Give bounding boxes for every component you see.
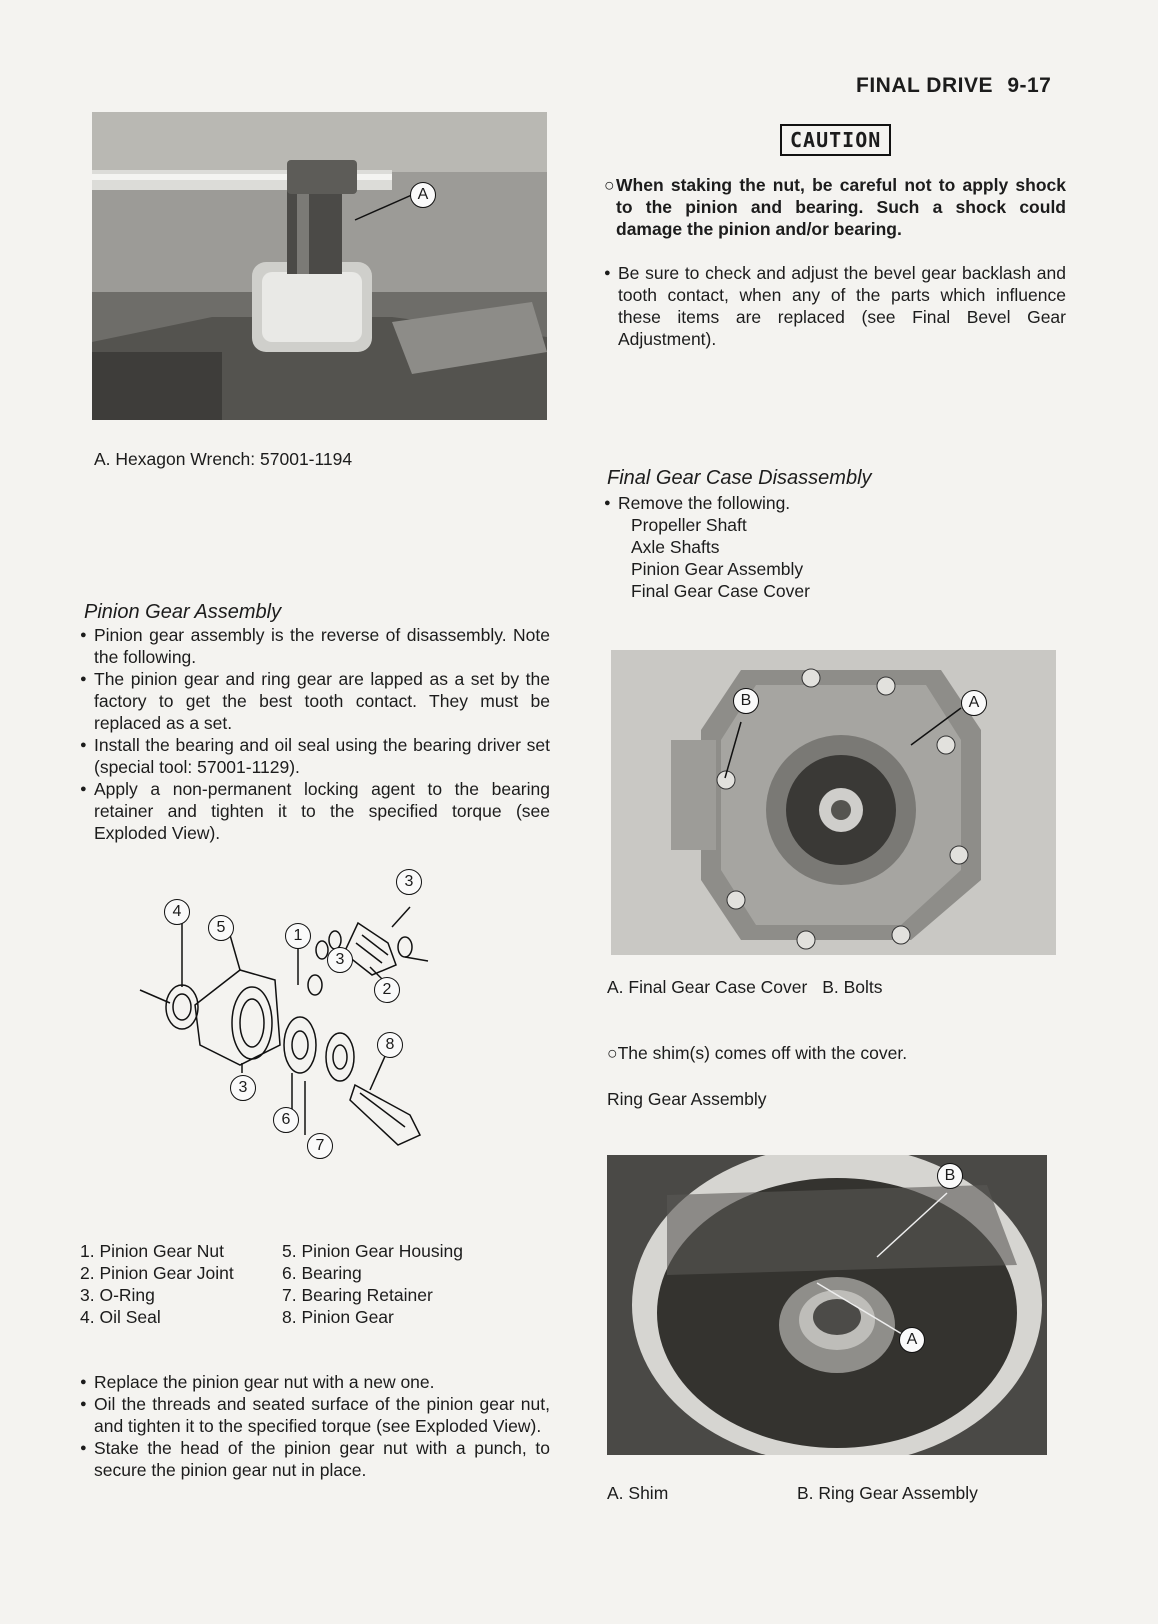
- pinion-bullet: ● Install the bearing and oil seal using the bearing driver set (special tool: 57001-1129).: [80, 734, 550, 778]
- remove-item: Pinion Gear Assembly: [631, 559, 804, 579]
- caution-label: CAUTION: [780, 124, 891, 156]
- remove-item: Axle Shafts: [631, 537, 720, 557]
- diagram-callout-3c: 3: [230, 1075, 256, 1101]
- photo2-callout-a: A: [961, 690, 987, 716]
- exploded-view-diagram: [130, 873, 460, 1210]
- legend-item: 1. Pinion Gear Nut: [80, 1241, 224, 1261]
- photo2-caption-a: A. Final Gear Case Cover: [607, 977, 808, 997]
- diagram-callout-5: 5: [208, 915, 234, 941]
- photo1-callout-a: A: [410, 182, 436, 208]
- pinion-gear-assembly-heading: Pinion Gear Assembly: [84, 601, 282, 623]
- pinion-bullet: ● Apply a non-permanent locking agent to the bearing retainer and tighten it to the specified torque (see Exploded View).: [80, 778, 550, 844]
- ring-gear-photo: [607, 1155, 1047, 1455]
- staking-bullets: [80, 1371, 550, 1481]
- staking-bullet: ● Oil the threads and seated surface of the pinion gear nut, and tighten it to the specified torque (see Exploded View).: [80, 1393, 550, 1437]
- photo2-caption-b: B. Bolts: [822, 977, 883, 997]
- remove-bullets: [604, 492, 790, 514]
- photo3-caption-a: A. Shim: [607, 1483, 669, 1503]
- parts-legend-col1: [80, 1240, 234, 1328]
- remove-items: [631, 514, 810, 602]
- pinion-bullet: ● The pinion gear and ring gear are lapped as a set by the factory to get the best tooth contact. They must be replaced as a set.: [80, 668, 550, 734]
- gear-case-cover-photo: [611, 650, 1056, 955]
- caution-body: When staking the nut, be careful not to apply shock to the pinion and bearing. Such a shock could damage the pinion and/or bearing.: [616, 175, 1066, 239]
- diagram-callout-3b: 3: [327, 947, 353, 973]
- page-header: [856, 74, 1051, 98]
- shim-note-text: The shim(s) comes off with the cover.: [617, 1043, 908, 1063]
- gear-case-cover-illustration: [611, 650, 1056, 955]
- remove-item: Propeller Shaft: [631, 515, 747, 535]
- parts-legend-col2: [282, 1240, 463, 1328]
- diagram-callout-8: 8: [377, 1032, 403, 1058]
- diagram-callout-2: 2: [374, 977, 400, 1003]
- remove-bullet: ● Remove the following.: [604, 492, 790, 514]
- pinion-bullet: ● Pinion gear assembly is the reverse of disassembly. Note the following.: [80, 624, 550, 668]
- hexagon-wrench-illustration: [92, 112, 547, 420]
- diagram-callout-1: 1: [285, 923, 311, 949]
- photo1-caption: A. Hexagon Wrench: 57001-1194: [94, 449, 353, 469]
- hexagon-wrench-photo: [92, 112, 547, 420]
- photo2-callout-b: B: [733, 688, 759, 714]
- photo2-caption: [607, 976, 883, 998]
- diagram-callout-3a: 3: [396, 869, 422, 895]
- caution-text: [604, 174, 1066, 240]
- remove-item: Final Gear Case Cover: [631, 581, 810, 601]
- check-bullet: ● Be sure to check and adjust the bevel gear backlash and tooth contact, when any of the parts which influence these items are replaced (see Final Bevel Gear Adjustment).: [604, 262, 1066, 350]
- disassembly-heading: Final Gear Case Disassembly: [607, 467, 872, 489]
- ring-gear-assembly-label: Ring Gear Assembly: [607, 1089, 767, 1109]
- legend-item: 2. Pinion Gear Joint: [80, 1263, 234, 1283]
- legend-item: 4. Oil Seal: [80, 1307, 161, 1327]
- photo3-caption-b: B. Ring Gear Assembly: [797, 1483, 978, 1503]
- photo3-callout-a: A: [899, 1327, 925, 1353]
- legend-item: 7. Bearing Retainer: [282, 1285, 433, 1305]
- caution-marker: ○: [604, 175, 615, 195]
- shim-note: [607, 1042, 907, 1064]
- diagram-callout-6: 6: [273, 1107, 299, 1133]
- staking-bullet: ● Replace the pinion gear nut with a new one.: [80, 1371, 550, 1393]
- shim-note-marker: ○: [607, 1043, 618, 1063]
- legend-item: 6. Bearing: [282, 1263, 362, 1283]
- staking-bullet: ● Stake the head of the pinion gear nut with a punch, to secure the pinion gear nut in place.: [80, 1437, 550, 1481]
- photo3-callout-b: B: [937, 1163, 963, 1189]
- ring-gear-illustration: [607, 1155, 1047, 1455]
- legend-item: 5. Pinion Gear Housing: [282, 1241, 463, 1261]
- page-number: 9-17: [1007, 74, 1052, 97]
- diagram-callout-7: 7: [307, 1133, 333, 1159]
- diagram-callout-4: 4: [164, 899, 190, 925]
- legend-item: 3. O-Ring: [80, 1285, 155, 1305]
- pinion-bullets: [80, 624, 550, 844]
- check-bullets: [604, 262, 1066, 350]
- section-title: FINAL DRIVE: [856, 74, 993, 97]
- legend-item: 8. Pinion Gear: [282, 1307, 394, 1327]
